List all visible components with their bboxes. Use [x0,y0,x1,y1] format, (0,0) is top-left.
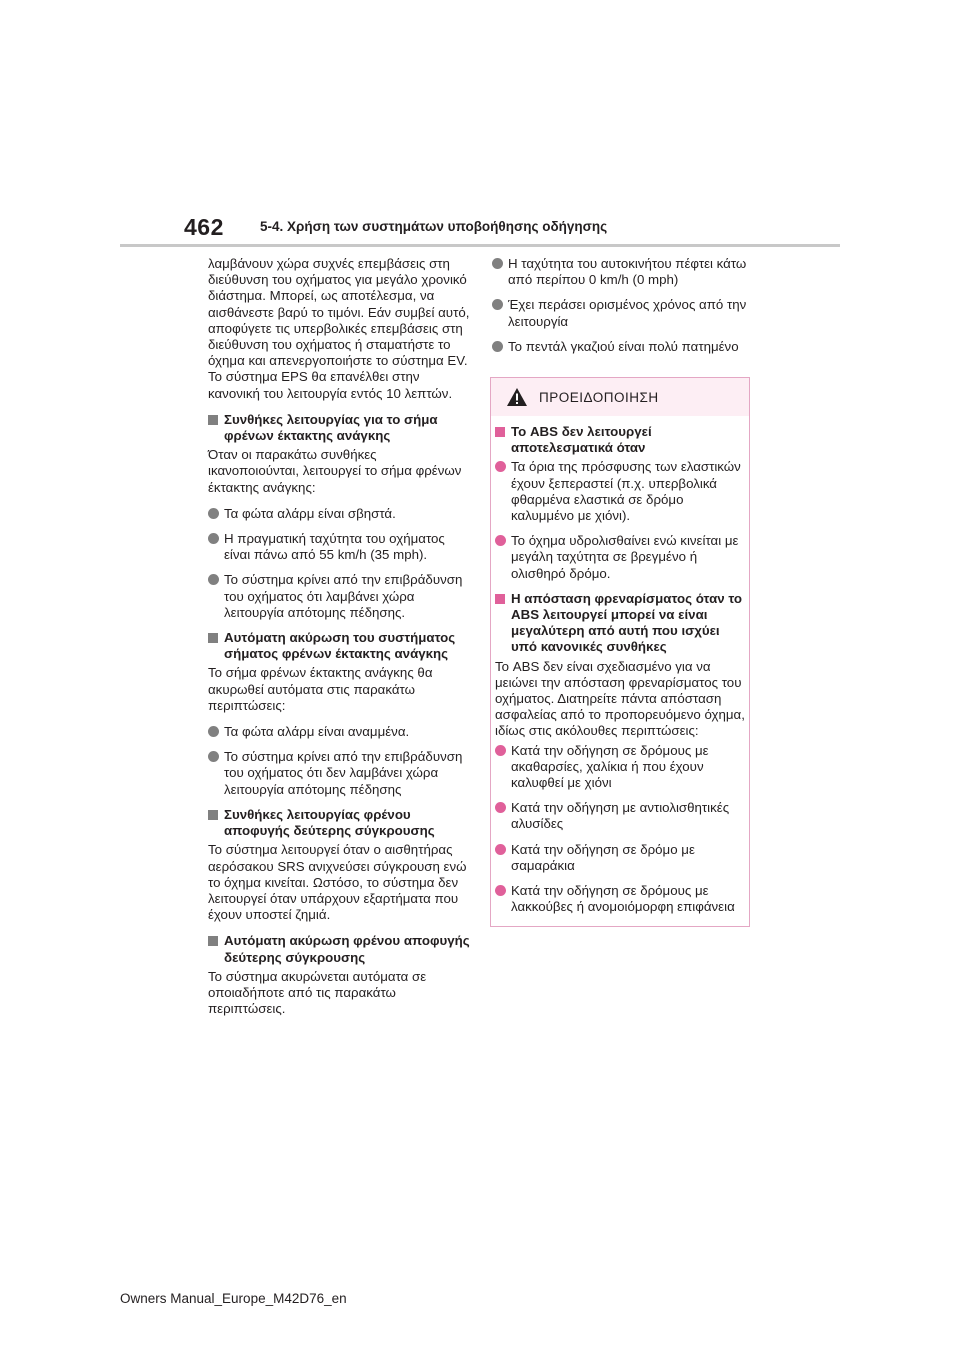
list-item: Το σύστημα κρίνει από την επιβράδυνση του οχήματος ότι δεν λαμβάνει χώρα λειτουργία απότομης πέδησης [208,749,470,798]
warning-text: Το ABS δεν είναι σχεδιασμένο για να μειώνει την απόσταση φρεναρίσματος του οχήματος. Διατηρείτε πάντα απόσταση ασφαλείας από το προπορευόμενο όχημα, ιδίως στις ακόλουθες περιπτώσεις: [495,658,745,739]
square-bullet-icon [208,633,218,643]
round-bullet-icon [208,533,219,544]
square-bullet-icon [208,810,218,820]
round-bullet-icon [495,802,506,813]
list-item: Έχει περάσει ορισμένος χρόνος από την λειτουργία [492,297,750,329]
section-text: Το σήμα φρένων έκτακτης ανάγκης θα ακυρωθεί αυτόματα στις παρακάτω περιπτώσεις: [208,665,433,713]
round-bullet-icon [495,885,506,896]
warning-title: ΠΡΟΕΙΔΟΠΟΙΗΣΗ [539,390,659,406]
list-item: Η πραγματική ταχύτητα του οχήματος είναι πάνω από 55 km/h (35 mph). [208,531,470,563]
page-number: 462 [184,214,224,240]
list-item: Το πεντάλ γκαζιού είναι πολύ πατημένο [492,339,750,355]
warning-triangle-icon [506,387,528,407]
footer-text: Owners Manual_Europe_M42D76_en [120,1291,347,1306]
intro-paragraph: λαμβάνουν χώρα συχνές επεμβάσεις στη διεύθυνση του οχήματος για μεγάλο χρονικό διάστημα. Μπορεί, ως αποτέλεσμα, να αισθάνεστε βαρύ το τιμόνι. Εάν συμβεί αυτό, αποφύγετε τις υπερβολικές επεμβάσεις στη διεύθυνση του οχήματος ή σταματήστε το όχημα και απενεργοποιήστε το σύστημα EV. Το σύστημα EPS θα επανέλθει στην κανονική του λειτουργία εντός 10 λεπτών. [208,256,470,401]
list-item: Κατά την οδήγηση σε δρόμο με σαμαράκια [495,842,747,874]
round-bullet-icon [208,726,219,737]
round-bullet-icon [495,461,506,472]
section-heading: Συνθήκες λειτουργίας φρένου αποφυγής δεύτερης σύγκρουσης [208,807,470,839]
section-text: Όταν οι παρακάτω συνθήκες ικανοποιούνται, λειτουργεί το σήμα φρένων έκτακτης ανάγκης: [208,447,462,495]
square-bullet-icon [495,594,505,604]
list-item: Τα φώτα αλάρμ είναι σβηστά. [208,506,470,522]
round-bullet-icon [208,574,219,585]
round-bullet-icon [208,751,219,762]
list-item: Το όχημα υδρολισθαίνει ενώ κινείται με μεγάλη ταχύτητα σε βρεγμένο ή ολισθηρό δρόμο. [495,533,747,582]
round-bullet-icon [208,508,219,519]
warning-header [491,378,749,416]
round-bullet-icon [495,745,506,756]
section-heading: Συνθήκες λειτουργίας για το σήμα φρένων έκτακτης ανάγκης [208,412,470,444]
section-heading: Αυτόματη ακύρωση φρένου αποφυγής δεύτερης σύγκρουσης [208,933,470,965]
section-header: 5-4. Χρήση των συστημάτων υποβοήθησης οδήγησης [260,219,608,234]
square-bullet-icon [495,427,505,437]
list-item: Κατά την οδήγηση με αντιολισθητικές αλυσίδες [495,800,747,832]
square-bullet-icon [208,415,218,425]
left-column [208,256,470,1027]
section-heading: Αυτόματη ακύρωση του συστήματος σήματος φρένων έκτακτης ανάγκης [208,630,470,662]
warning-box [490,377,750,926]
section-text: Το σύστημα λειτουργεί όταν ο αισθητήρας αερόσακου SRS ανιχνεύσει σύγκρουση ενώ το όχημα κινείται. Ωστόσο, το σύστημα δεν λειτουργεί όταν υπάρχουν εξαρτήματα που έχουν υποστεί ζημιά. [208,842,467,923]
list-item: Κατά την οδήγηση σε δρόμους με ακαθαρσίες, χαλίκια ή που έχουν καλυφθεί με χιόνι [495,743,747,792]
list-item: Τα όρια της πρόσφυσης των ελαστικών έχουν ξεπεραστεί (π.χ. υπερβολικά φθαρμένα ελαστικά σε δρόμο καλυμμένο με χιόνι). [495,459,747,524]
right-column [492,256,750,927]
list-item: Κατά την οδήγηση σε δρόμους με λακκούβες ή ανομοιόμορφη επιφάνεια [495,883,747,915]
round-bullet-icon [492,341,503,352]
header-rule [120,244,840,247]
round-bullet-icon [495,844,506,855]
warning-section-heading: Το ABS δεν λειτουργεί αποτελεσματικά όταν [495,424,747,456]
round-bullet-icon [495,535,506,546]
list-item: Το σύστημα κρίνει από την επιβράδυνση του οχήματος ότι λαμβάνει χώρα λειτουργία απότομης πέδησης. [208,572,470,621]
section-text: Το σύστημα ακυρώνεται αυτόματα σε οποιαδήποτε από τις παρακάτω περιπτώσεις. [208,968,427,1017]
list-item: Η ταχύτητα του αυτοκινήτου πέφτει κάτω από περίπου 0 km/h (0 mph) [492,256,750,288]
round-bullet-icon [492,258,503,269]
square-bullet-icon [208,936,218,946]
warning-section-heading: Η απόσταση φρεναρίσματος όταν το ABS λειτουργεί μπορεί να είναι μεγαλύτερη από αυτή που ισχύει υπό κανονικές συνθήκες [495,591,747,656]
list-item: Τα φώτα αλάρμ είναι αναμμένα. [208,724,470,740]
round-bullet-icon [492,299,503,310]
